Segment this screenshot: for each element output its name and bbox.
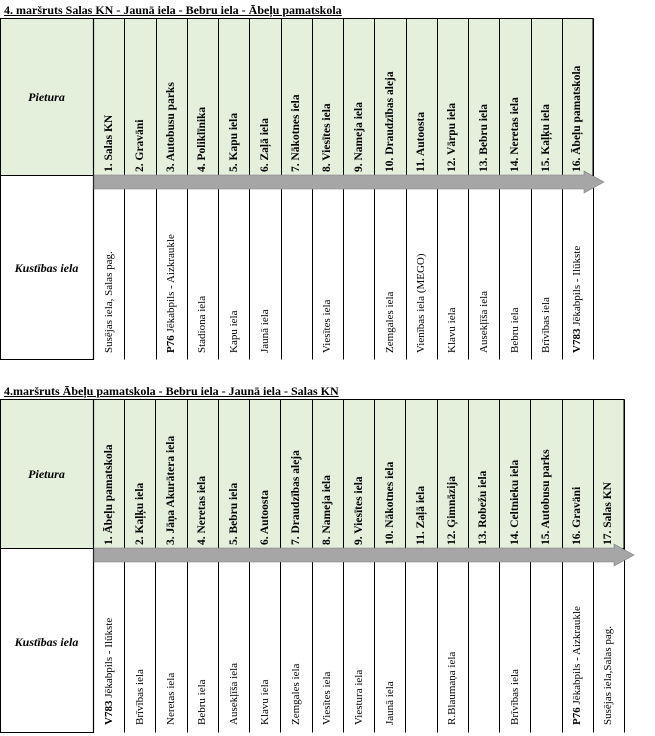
route2-street-road-number: P76: [571, 707, 584, 725]
route1-street-name: Bebru iela: [508, 307, 521, 353]
route2-street-16: [571, 606, 583, 725]
route2-street-3: [165, 673, 177, 725]
route1-street-name: Jēkabpils - Ilūkste: [571, 245, 584, 329]
route2-stop-8: 8. Nameja iela: [321, 475, 334, 545]
route2-stop-1: 1. Ābeļu pamatskola: [102, 444, 115, 545]
route2-stop-4: 4. Neretas iela: [196, 475, 209, 545]
route2-street-name: Ausekļīša iela: [227, 662, 240, 725]
route2-street-name: Klavu iela: [258, 679, 271, 725]
route1-street-12: [446, 307, 458, 353]
route1-stop-2: 2. Graväni: [133, 119, 146, 172]
route2-street-14: [509, 669, 521, 725]
route1-stop-6: 6. Zaļā iela: [258, 118, 271, 172]
route1-street-name: Zemgales iela: [383, 291, 396, 353]
route2-street-name: Viesītes iela: [321, 671, 334, 725]
route1-street-road-number: V783: [571, 328, 584, 353]
route1-stop-11: 11. Autoosta: [415, 111, 428, 172]
route1-stop-8: 8. Viesītes iela: [321, 103, 334, 172]
route2-stop-16: 16. Graväni: [571, 486, 584, 545]
route2-table: [0, 399, 636, 733]
route1-title: 4. maršruts Salas KN - Jaunā iela - Bebru iela - Ābeļu pamatskola: [4, 3, 342, 17]
route2-stop-6: 6. Autoosta: [258, 490, 271, 545]
route2-street-8: [321, 672, 333, 725]
route1-street-name: Ausekļīša iela: [477, 290, 490, 353]
route2-stop-14: 14. Celtnieku iela: [508, 459, 521, 545]
route2-street-name: Jaunā iela: [383, 681, 396, 725]
route2-street-name: Jēkabpils - Aizkraukle: [571, 606, 584, 708]
route1-street-13: [478, 291, 490, 353]
route2-stop-11: 11. Zaļā iela: [414, 485, 427, 545]
route1-street-10: [384, 292, 396, 353]
route2-street-road-number: V783: [102, 700, 115, 725]
route2-stop-7: 7. Draudzības aleja: [290, 450, 303, 545]
route1-street-1: [103, 251, 115, 353]
route1-street-name: Vienības iela (MEGO): [415, 253, 428, 353]
route1-street-3: [165, 234, 177, 353]
route1-street-11: [415, 253, 427, 353]
route2-street-7: [290, 664, 302, 725]
route2-street-name: Brīvības iela: [508, 669, 521, 725]
route1-street-14: [509, 307, 521, 353]
route2-street-10: [384, 681, 396, 725]
route2-street-1: [103, 618, 115, 725]
route2-stop-2: 2. Kaļķu iela: [133, 482, 146, 545]
route1-stop-4: 4. Poliklīnika: [196, 106, 209, 172]
route2-stop-17: 17. Salas KN: [602, 482, 615, 545]
route1-street-name: Brīvības iela: [540, 297, 553, 353]
route2-street-12: [446, 652, 458, 725]
route1-stop-14: 14. Neretas iela: [508, 97, 521, 172]
route1-street-road-number: P76: [165, 335, 178, 353]
route2-stop-15: 15. Autobusu parks: [539, 449, 552, 545]
route1-stop-9: 9. Nameja iela: [352, 102, 365, 172]
route2-street-name: Jēkabpils - Ilūkste: [102, 617, 115, 701]
route2-street-name: Bebru iela: [196, 679, 209, 725]
route2-street-label: Kustības iela: [14, 635, 79, 649]
route1-stop-1: 1. Salas KN: [102, 114, 115, 172]
route1-street-name: Jēkabpils - Aizkraukle: [165, 234, 178, 336]
route1-street-5: [228, 311, 240, 353]
route1-street-6: [259, 309, 271, 353]
route1-stop-12: 12. Vārpu iela: [446, 102, 459, 172]
route1-stop-13: 13. Bebru iela: [477, 103, 490, 172]
route2-street-2: [134, 669, 146, 725]
route2-street-5: [228, 663, 240, 725]
route1-street-name: Jaunā iela: [258, 309, 271, 353]
route1-stop-3: 3. Autobusu parks: [165, 82, 178, 172]
route2-stop-9: 9. Viesītes iela: [352, 476, 365, 545]
route2-street-6: [259, 679, 271, 725]
route2-street-name: R.Blaumaņa iela: [446, 651, 459, 725]
route1-street-label: Kustības iela: [14, 261, 79, 275]
route1-street-name: Viesītes iela: [321, 299, 334, 353]
route1-stop-15: 15. Kaļķu iela: [540, 103, 553, 172]
route2-stop-12: 12. Ģimnāzija: [446, 476, 459, 545]
route2-street-4: [196, 679, 208, 725]
route1-street-4: [196, 296, 208, 353]
route1-stop-10: 10. Draudzības aleja: [383, 71, 396, 172]
route2-street-name: Viestura iela: [352, 669, 365, 725]
route1-street-15: [540, 297, 552, 353]
route1-street-8: [321, 300, 333, 353]
route2-stop-label: Pietura: [28, 467, 65, 481]
route1-street-name: Susējas iela, Salas pag.: [102, 251, 115, 353]
route2-street-17: [602, 626, 614, 725]
route1-stop-5: 5. Kapu iela: [227, 112, 240, 172]
route2-street-9: [353, 670, 365, 725]
route2-street-name: Zemgales iela: [290, 663, 303, 725]
route1-stop-label: Pietura: [28, 90, 65, 104]
route1-street-name: Stadiona iela: [196, 295, 209, 353]
route1-street-name: Kapu iela: [227, 310, 240, 353]
route2-street-name: Neretas iela: [165, 672, 178, 725]
route2-stop-5: 5. Bebru iela: [227, 482, 240, 545]
route2-street-name: Brīvības iela: [133, 669, 146, 725]
route1-stop-7: 7. Nākotnes iela: [290, 94, 303, 172]
route1-street-16: [571, 246, 583, 353]
route1-stop-16: 16. Ābeļu pamatskola: [571, 65, 584, 172]
route2-stop-3: 3. Jāņa Akurātera iela: [165, 435, 178, 545]
route2-stop-13: 13. Robežu iela: [477, 470, 490, 545]
route2-stop-10: 10. Nākotnes iela: [383, 461, 396, 545]
route2-title: 4.maršruts Ābeļu pamatskola - Bebru iela - Jaunā iela - Salas KN: [4, 384, 339, 398]
route1-table: [0, 18, 606, 360]
route2-street-name: Susējas iela,Salas pag.: [602, 626, 615, 725]
route1-street-name: Klavu iela: [446, 307, 459, 353]
